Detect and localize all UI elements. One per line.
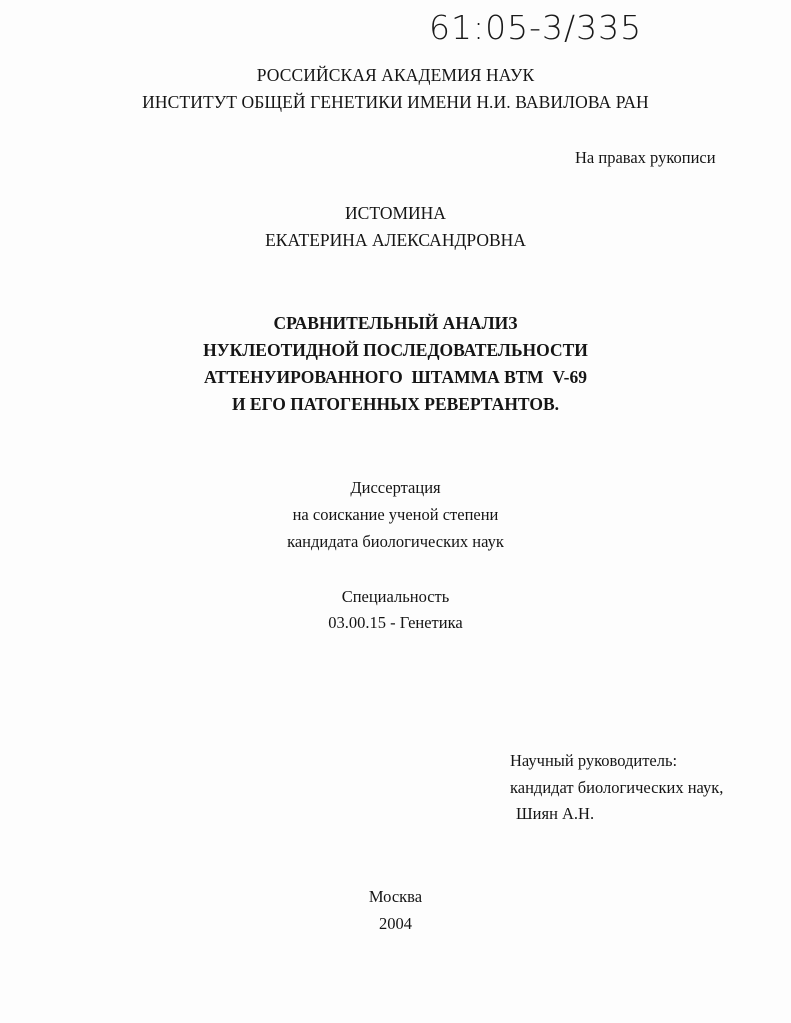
author-surname: ИСТОМИНА (345, 203, 446, 223)
degree-purpose: на соискание ученой степени (292, 505, 499, 524)
supervisor-label: Научный руководитель: (510, 751, 678, 770)
institute-name: ИНСТИТУТ ОБЩЕЙ ГЕНЕТИКИ ИМЕНИ Н.И. ВАВИЛОВА РАН (142, 92, 649, 112)
degree-name: кандидата биологических наук (287, 532, 504, 551)
city: Москва (368, 887, 423, 906)
thesis-title-line-3: АТТЕНУИРОВАННОГО ШТАММА ВТМ V-69 (203, 367, 587, 387)
thesis-title-line-1: СРАВНИТЕЛЬНЫЙ АНАЛИЗ (273, 313, 518, 333)
rights-note: На правах рукописи (575, 148, 716, 167)
year: 2004 (379, 914, 412, 933)
supervisor-name: Шиян А.Н. (516, 804, 595, 823)
academy-name: РОССИЙСКАЯ АКАДЕМИЯ НАУК (256, 65, 535, 85)
author-given-names: ЕКАТЕРИНА АЛЕКСАНДРОВНА (265, 230, 526, 250)
handwritten-archive-mark (425, 6, 695, 48)
thesis-title-line-4: И ЕГО ПАТОГЕННЫХ РЕВЕРТАНТОВ. (231, 394, 560, 414)
thesis-title-line-2: НУКЛЕОТИДНОЙ ПОСЛЕДОВАТЕЛЬНОСТИ (203, 340, 588, 360)
specialty-value: 03.00.15 - Генетика (328, 613, 463, 632)
archive-mark-text: 61:05-3/335 (429, 8, 643, 47)
specialty-label: Специальность (341, 587, 450, 606)
degree-type: Диссертация (350, 478, 441, 497)
supervisor-degree: кандидат биологических наук, (510, 778, 724, 797)
